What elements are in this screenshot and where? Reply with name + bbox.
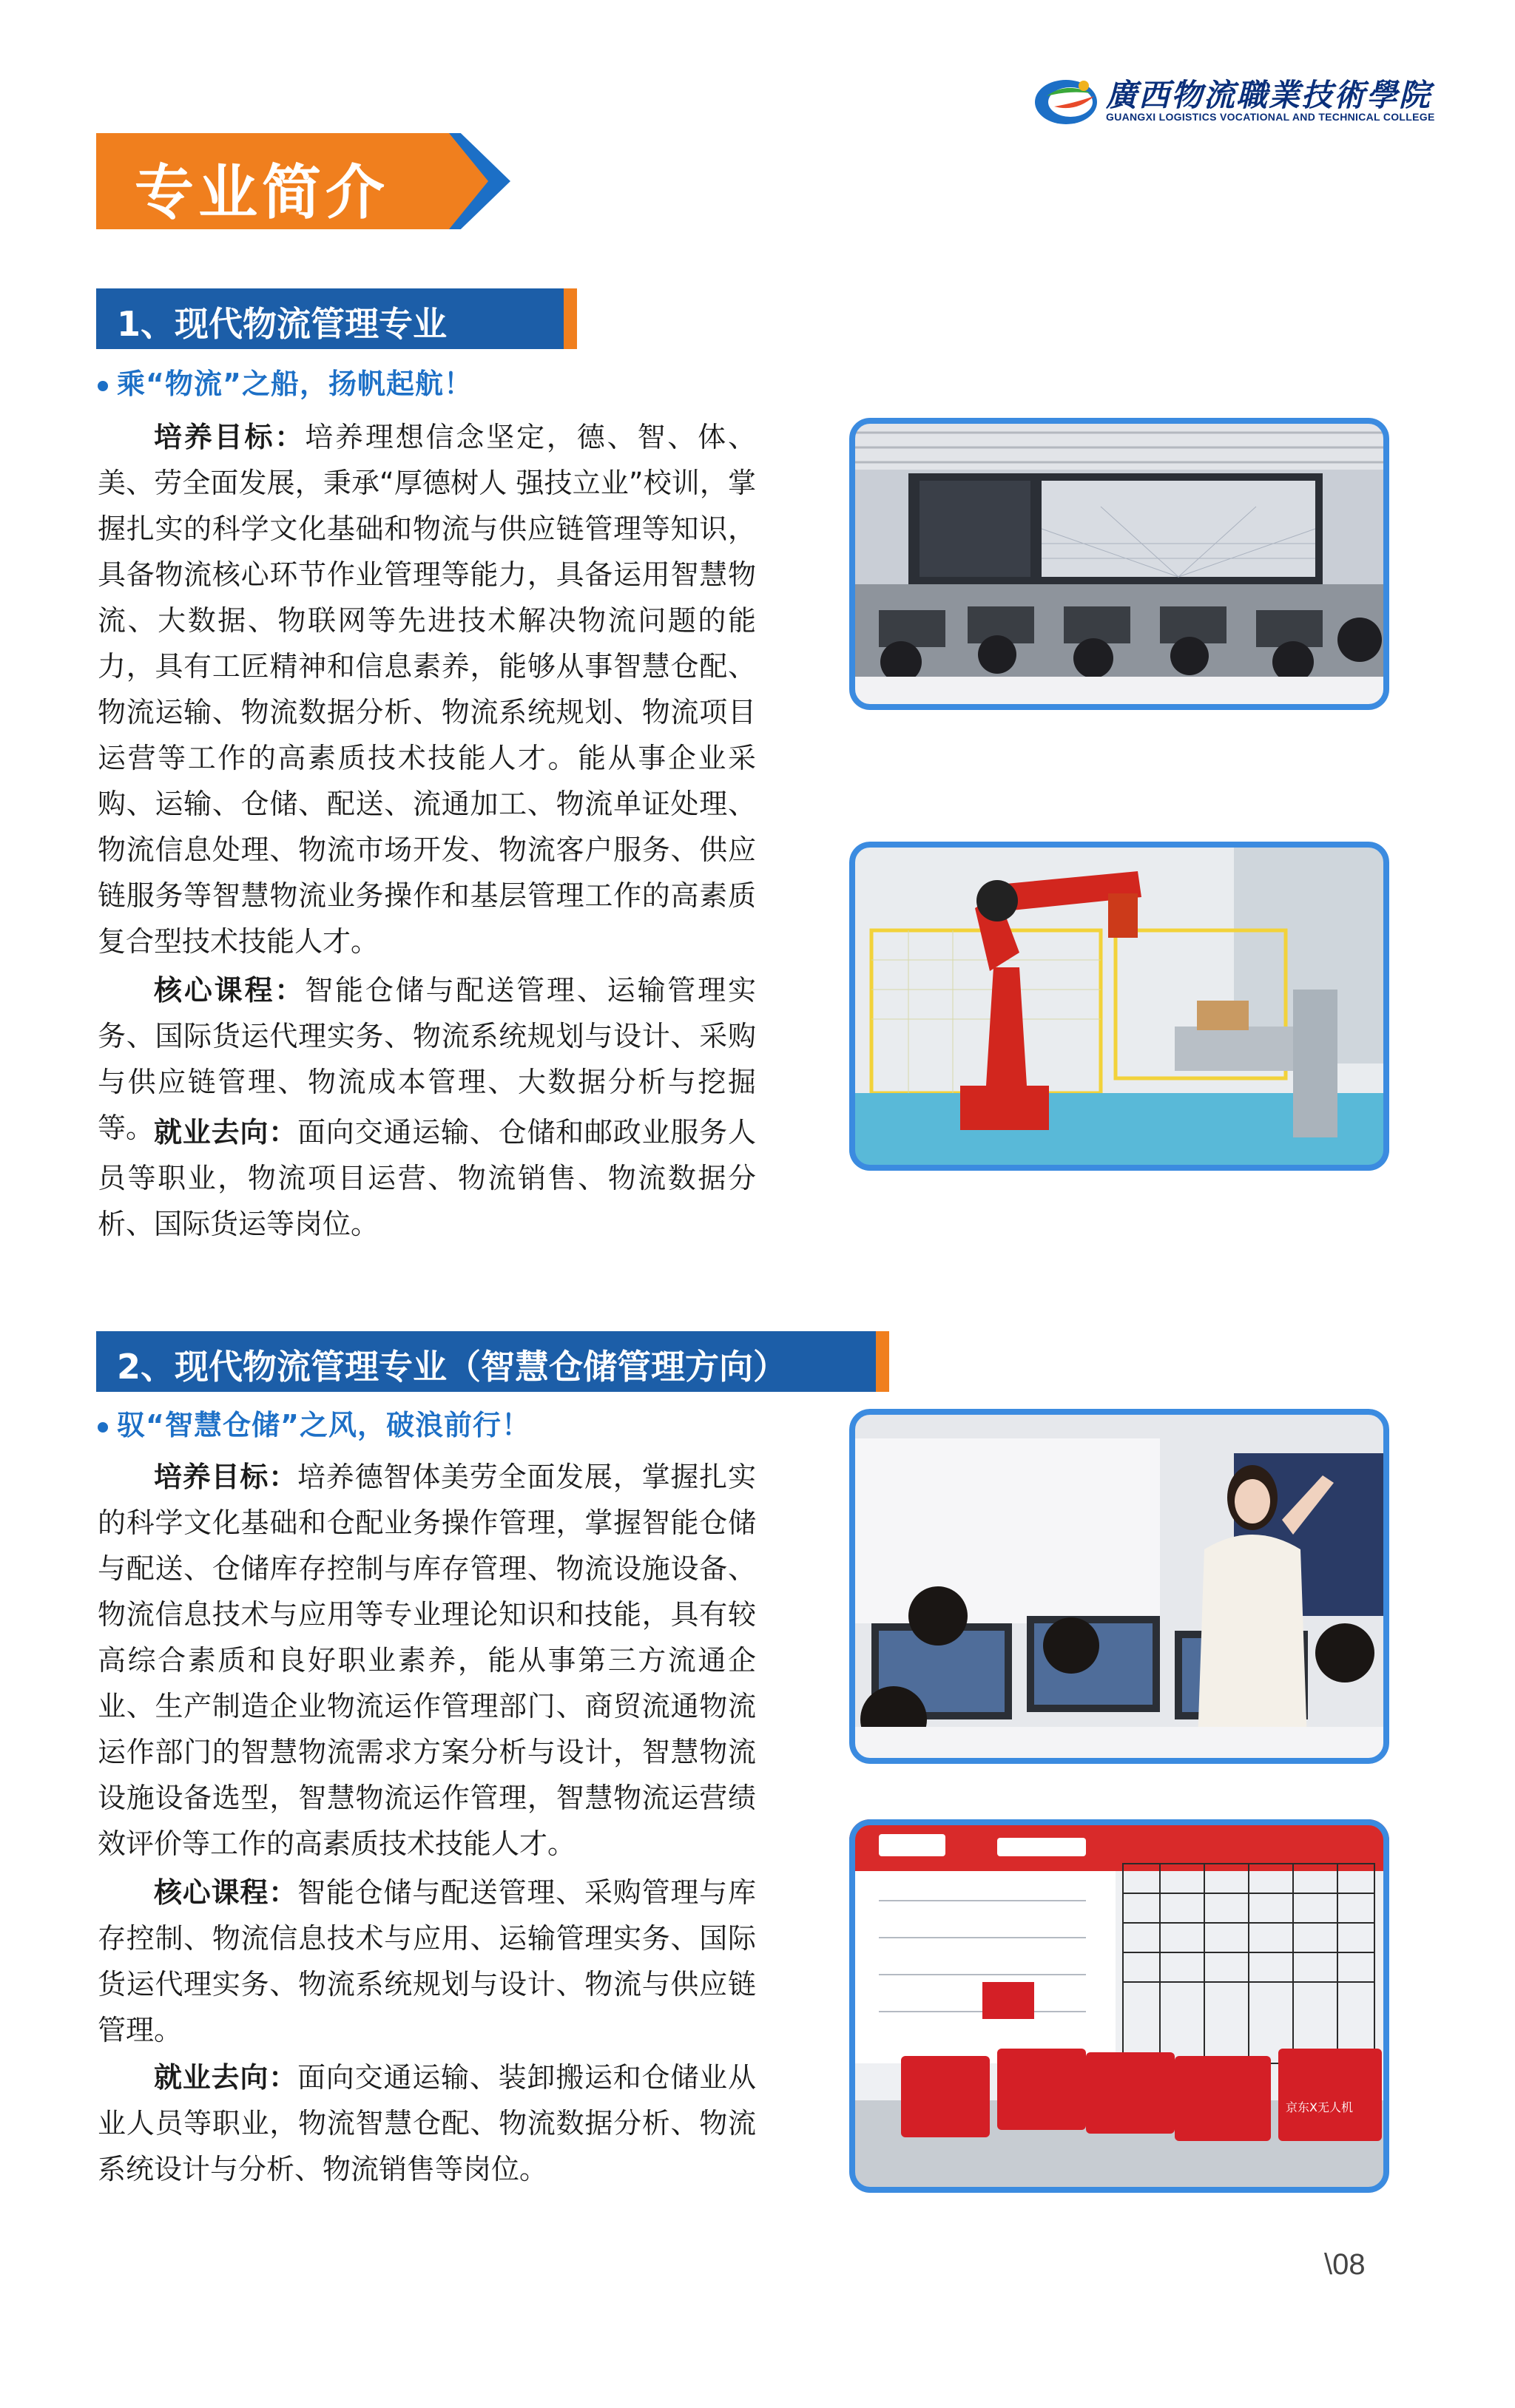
bullet-icon <box>98 1422 108 1433</box>
section-2-header <box>96 1331 889 1392</box>
photo-industrial-robot-arm <box>849 842 1389 1171</box>
section-2-title: 2、现代物流管理专业（智慧仓储管理方向） <box>117 1347 788 1387</box>
section-1-header <box>96 288 577 349</box>
section-1-jobs: 就业去向：面向交通运输、仓储和邮政业服务人员等职业，物流项目运营、物流销售、物流数据分析、国际货运等岗位。 <box>98 1116 756 1240</box>
section-1-courses: 核心课程：智能仓储与配送管理、运输管理实务、国际货运代理实务、物流系统规划与设计、采购与供应链管理、物流成本管理、大数据分析与挖掘等。 <box>98 974 756 1144</box>
page-number: \08 <box>1324 2248 1366 2281</box>
college-name-cn: 廣西物流職業技術學院 <box>1106 77 1432 113</box>
section-2-goal: 培养目标：培养德智体美劳全面发展，掌握扎实的科学文化基础和仓配业务操作管理，掌握智能仓储与配送、仓储库存控制与库存管理、物流设施设备、物流信息技术与应用等专业理论知识和技能，具有较高综合素质和良好职业素养，能从事第三方流通企业、生产制造企业物流运作管理部门、商贸流通物流运作部门的智慧物流需求方案分析与设计，智慧物流设施设备选型，智慧物流运作管理，智慧物流运营绩效评价等工作的高素质技术技能人才。 <box>98 1461 756 1860</box>
photo-teacher-computer-lab <box>849 1409 1389 1764</box>
college-logo <box>1032 71 1435 130</box>
page-title-banner <box>96 133 510 229</box>
section-1-slogan: 乘“物流”之船，扬帆起航！ <box>98 361 473 402</box>
photo-jd-drone-training-room <box>849 1819 1389 2193</box>
section-1-title: 1、现代物流管理专业 <box>117 304 448 344</box>
section-2-jobs: 就业去向：面向交通运输、装卸搬运和仓储业从业人员等职业，物流智慧仓配、物流数据分析、物流系统设计与分析、物流销售等岗位。 <box>98 2061 756 2185</box>
section-1-goal: 培养目标：培养理想信念坚定，德、智、体、美、劳全面发展，秉承“厚德树人 强技立业”校训，掌握扎实的科学文化基础和物流与供应链管理等知识，具备物流核心环节作业管理等能力，具备运用智慧物流、大数据、物联网等先进技术解决物流问题的能力，具有工匠精神和信息素养，能够从事智慧仓配、物流运输、物流数据分析、物流系统规划、物流项目运营等工作的高素质技术技能人才。能从事企业采购、运输、仓储、配送、流通加工、物流单证处理、物流信息处理、物流市场开发、物流客户服务、供应链服务等智慧物流业务操作和基层管理工作的高素质复合型技术技能人才。 <box>98 421 756 958</box>
photo-logistics-lab-screen <box>849 418 1389 710</box>
bullet-icon <box>98 381 108 391</box>
section-2-slogan: 驭“智慧仓储”之风，破浪前行！ <box>98 1402 530 1443</box>
college-emblem-icon <box>1032 74 1100 127</box>
section-2-courses: 核心课程：智能仓储与配送管理、采购管理与库存控制、物流信息技术与应用、运输管理实务、国际货运代理实务、物流系统规划与设计、物流与供应链管理。 <box>98 1876 756 2046</box>
drone-box-label: 京东X无人机 <box>1286 2100 1353 2114</box>
page-title: 专业简介 <box>135 158 389 227</box>
college-name-en: GUANGXI LOGISTICS VOCATIONAL AND TECHNICAL COLLEGE <box>1106 111 1435 123</box>
